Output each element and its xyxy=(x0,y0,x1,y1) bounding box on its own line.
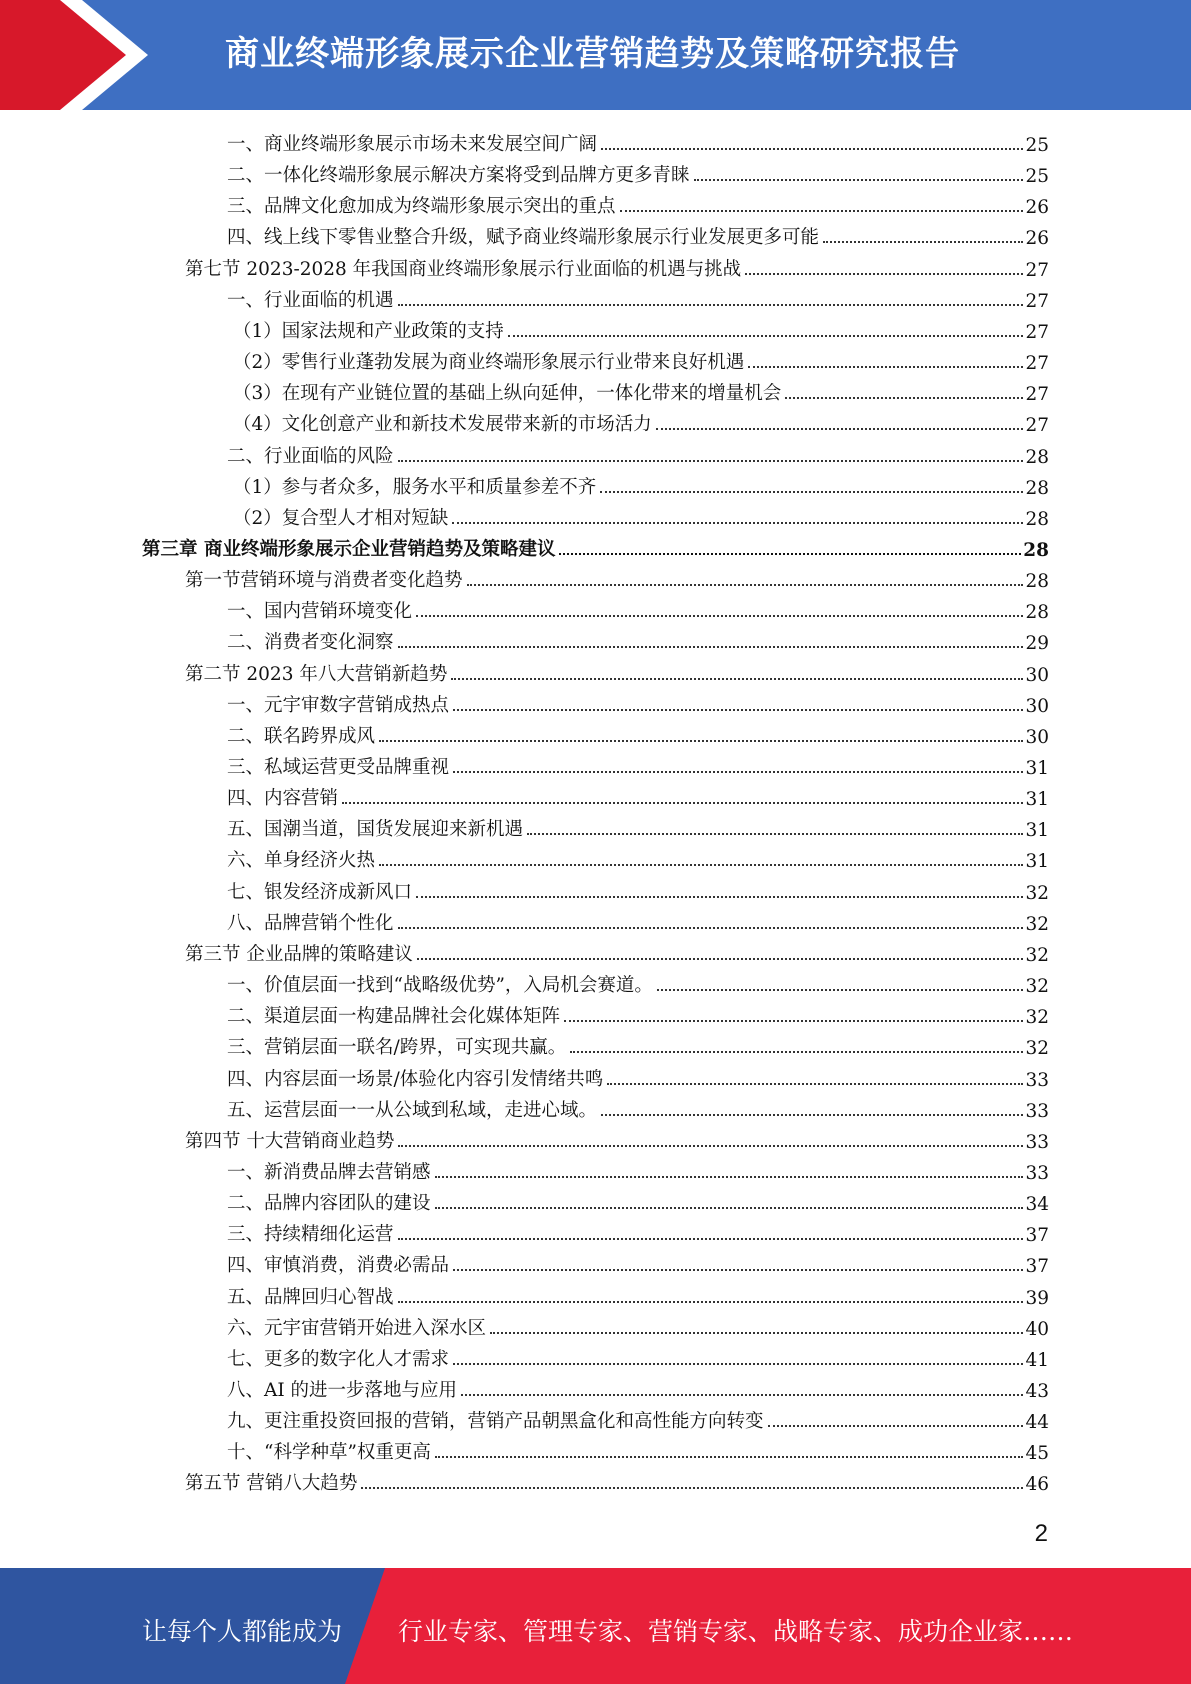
toc-entry[interactable] xyxy=(227,1216,1049,1246)
toc-dot-leader xyxy=(453,1363,1023,1365)
toc-dot-leader xyxy=(398,646,1024,648)
toc-entry-page: 32 xyxy=(1025,913,1049,935)
toc-dot-leader xyxy=(398,1238,1024,1240)
toc-entry-page: 26 xyxy=(1025,228,1049,250)
toc-entry-title: 第四节 十大营销商业趋势 xyxy=(185,1130,395,1152)
toc-entry[interactable] xyxy=(227,438,1049,468)
toc-entry[interactable] xyxy=(227,1185,1049,1215)
toc-dot-leader xyxy=(398,927,1024,929)
toc-entry[interactable] xyxy=(227,1434,1049,1464)
toc-entry-page: 37 xyxy=(1025,1256,1049,1278)
toc-dot-leader xyxy=(452,522,1023,524)
toc-entry-page: 31 xyxy=(1025,820,1049,842)
toc-entry[interactable] xyxy=(233,344,1049,374)
toc-dot-leader xyxy=(570,1051,1023,1053)
toc-entry-page: 27 xyxy=(1025,321,1049,343)
toc-entry[interactable] xyxy=(227,1341,1049,1371)
toc-entry[interactable] xyxy=(227,718,1049,748)
toc-entry-title: 三、品牌文化愈加成为终端形象展示突出的重点 xyxy=(227,196,616,218)
toc-entry[interactable] xyxy=(185,656,1049,686)
toc-entry-title: 五、运营层面一一从公域到私域，走进心域。 xyxy=(227,1099,598,1121)
toc-entry-title: 四、审慎消费，消费必需品 xyxy=(227,1255,450,1277)
toc-entry-page: 28 xyxy=(1025,602,1049,624)
toc-entry[interactable] xyxy=(185,1465,1049,1495)
toc-entry-page: 30 xyxy=(1025,726,1049,748)
toc-dot-leader xyxy=(600,491,1023,493)
toc-dot-leader xyxy=(564,1020,1023,1022)
toc-entry-title: 第二节 2023 年八大营销新趋势 xyxy=(185,663,448,685)
toc-entry[interactable] xyxy=(227,1372,1049,1402)
toc-entry-page: 27 xyxy=(1025,353,1049,375)
toc-entry-page: 39 xyxy=(1025,1287,1049,1309)
toc-entry-title: 一、国内营销环境变化 xyxy=(227,601,413,623)
toc-entry[interactable] xyxy=(185,1123,1049,1153)
toc-entry[interactable] xyxy=(227,157,1049,187)
toc-entry-title: （2）零售行业蓬勃发展为商业终端形象展示行业带来良好机遇 xyxy=(233,352,745,374)
toc-entry[interactable] xyxy=(233,469,1049,499)
toc-entry-title: 三、持续精细化运营 xyxy=(227,1224,394,1246)
toc-dot-leader xyxy=(768,1425,1024,1427)
toc-entry-title: 三、私域运营更受品牌重视 xyxy=(227,757,450,778)
toc-entry[interactable] xyxy=(227,1247,1049,1277)
footer-slogan-right: 行业专家、管理专家、营销专家、战略专家、成功企业家…… xyxy=(398,1617,1074,1646)
toc-entry-title: （1）参与者众多，服务水平和质量参差不齐 xyxy=(233,476,597,498)
toc-entry-title: 七、更多的数字化人才需求 xyxy=(227,1348,450,1370)
toc-entry-page: 28 xyxy=(1025,477,1049,499)
toc-entry-title: （1）国家法规和产业政策的支持 xyxy=(233,320,504,342)
toc-entry-page: 45 xyxy=(1025,1443,1049,1465)
toc-dot-leader xyxy=(453,709,1023,711)
toc-dot-leader xyxy=(527,833,1023,835)
toc-entry-title: 二、行业面临的风险 xyxy=(227,445,394,467)
toc-dot-leader xyxy=(461,1394,1023,1396)
toc-entry-page: 33 xyxy=(1025,1131,1049,1153)
toc-dot-leader xyxy=(398,304,1024,306)
toc-entry-page: 37 xyxy=(1025,1225,1049,1247)
toc-dot-leader xyxy=(342,802,1023,804)
toc-entry-page: 34 xyxy=(1025,1194,1049,1216)
toc-entry[interactable] xyxy=(227,811,1049,841)
toc-dot-leader xyxy=(559,553,1021,555)
toc-entry[interactable] xyxy=(227,188,1049,218)
toc-entry[interactable] xyxy=(185,936,1049,966)
toc-entry[interactable] xyxy=(227,219,1049,249)
toc-entry[interactable] xyxy=(233,406,1049,436)
toc-dot-leader xyxy=(435,1207,1024,1209)
page-number: 2 xyxy=(1034,1520,1048,1547)
toc-entry-title: 一、价值层面一找到“战略级优势”，入局机会赛道。 xyxy=(227,975,653,997)
toc-entry-title: 第七节 2023-2028 年我国商业终端形象展示行业面临的机遇与挑战 xyxy=(185,258,742,280)
toc-dot-leader xyxy=(361,1487,1023,1489)
toc-entry[interactable] xyxy=(227,905,1049,935)
toc-entry-page: 30 xyxy=(1025,664,1049,686)
toc-dot-leader xyxy=(601,148,1023,150)
toc-entry[interactable] xyxy=(227,593,1049,623)
toc-entry[interactable] xyxy=(227,1029,1049,1059)
toc-entry[interactable] xyxy=(185,562,1049,592)
toc-entry-title: 第三章 商业终端形象展示企业营销趋势及策略建议 xyxy=(142,538,556,560)
toc-entry-title: 三、营销层面一联名/跨界，可实现共赢。 xyxy=(227,1037,567,1059)
toc-entry-title: 七、银发经济成新风口 xyxy=(227,881,413,903)
toc-entry-page: 26 xyxy=(1025,197,1049,219)
toc-entry[interactable] xyxy=(227,624,1049,654)
toc-entry[interactable] xyxy=(227,998,1049,1028)
toc-entry[interactable] xyxy=(227,126,1049,156)
toc-entry-page: 32 xyxy=(1025,944,1049,966)
toc-dot-leader xyxy=(601,1114,1023,1116)
toc-entry-title: 二、消费者变化洞察 xyxy=(227,632,394,654)
toc-entry-page: 32 xyxy=(1025,1038,1049,1060)
toc-entry-page: 30 xyxy=(1025,695,1049,717)
toc-entry-page: 40 xyxy=(1025,1318,1049,1340)
toc-entry-title: 六、元宇宙营销开始进入深水区 xyxy=(227,1317,487,1339)
toc-entry-title: 八、品牌营销个性化 xyxy=(227,912,394,934)
toc-entry-title: 六、单身经济火热 xyxy=(227,850,376,872)
toc-entry-title: 八、AI 的进一步落地与应用 xyxy=(227,1380,458,1401)
toc-entry[interactable] xyxy=(227,1403,1049,1433)
toc-dot-leader xyxy=(453,1269,1023,1271)
toc-entry-title: 二、一体化终端形象展示解决方案将受到品牌方更多青睐 xyxy=(227,165,690,187)
toc-entry[interactable] xyxy=(185,251,1049,281)
header-title: 商业终端形象展示企业营销趋势及策略研究报告 xyxy=(225,34,960,74)
toc-dot-leader xyxy=(620,210,1024,212)
toc-dot-leader xyxy=(508,335,1024,337)
toc-entry-title: 第五节 营销八大趋势 xyxy=(185,1473,358,1495)
toc-dot-leader xyxy=(417,958,1024,960)
toc-entry-page: 31 xyxy=(1025,789,1049,811)
toc-entry[interactable] xyxy=(227,967,1049,997)
footer-slogan-left: 让每个人都能成为 xyxy=(142,1617,343,1646)
toc-entry-title: 四、内容层面一场景/体验化内容引发情绪共鸣 xyxy=(227,1068,604,1090)
toc-entry-page: 33 xyxy=(1025,1162,1049,1184)
toc-entry-page: 25 xyxy=(1025,166,1049,188)
toc-entry-title: 二、品牌内容团队的建设 xyxy=(227,1193,431,1215)
toc-entry[interactable] xyxy=(227,1154,1049,1184)
toc-dot-leader xyxy=(607,1083,1023,1085)
toc-entry-title: （3）在现有产业链位置的基础上纵向延伸，一体化带来的增量机会 xyxy=(233,383,782,405)
toc-entry[interactable] xyxy=(233,313,1049,343)
toc-entry-title: 九、更注重投资回报的营销，营销产品朝黑盒化和高性能方向转变 xyxy=(227,1411,764,1433)
toc-dot-leader xyxy=(467,584,1024,586)
toc-entry-title: （2）复合型人才相对短缺 xyxy=(233,507,449,529)
toc-entry[interactable] xyxy=(227,1310,1049,1340)
toc-dot-leader xyxy=(398,460,1024,462)
toc-entry-title: 四、内容营销 xyxy=(227,788,339,810)
toc-entry-page: 27 xyxy=(1025,384,1049,406)
toc-dot-leader xyxy=(694,179,1024,181)
toc-entry-title: 一、元宇审数字营销成热点 xyxy=(227,694,450,716)
toc-entry-page: 25 xyxy=(1025,135,1049,156)
toc-entry-page: 27 xyxy=(1025,290,1049,312)
toc-entry-page: 27 xyxy=(1025,415,1049,437)
toc-dot-leader xyxy=(379,864,1023,866)
toc-dot-leader xyxy=(656,428,1024,430)
toc-dot-leader xyxy=(451,678,1023,680)
toc-entry-page: 28 xyxy=(1025,508,1049,530)
toc-entry-page: 29 xyxy=(1025,633,1049,655)
toc-entry-page: 28 xyxy=(1025,446,1049,468)
toc-entry-page: 32 xyxy=(1025,976,1049,998)
toc-entry-page: 43 xyxy=(1025,1381,1049,1402)
toc-dot-leader xyxy=(435,1456,1024,1458)
toc-entry-page: 32 xyxy=(1025,882,1049,904)
toc-dot-leader xyxy=(785,397,1023,399)
toc-entry-title: 五、国潮当道，国货发展迎来新机遇 xyxy=(227,819,524,841)
toc-entry-page: 32 xyxy=(1025,1007,1049,1029)
toc-entry-title: 二、联名跨界成风 xyxy=(227,725,376,747)
toc-dot-leader xyxy=(745,273,1023,275)
toc-entry-page: 33 xyxy=(1025,1069,1049,1091)
page-header xyxy=(0,0,1191,110)
toc-entry[interactable] xyxy=(227,687,1049,717)
toc-dot-leader xyxy=(398,1301,1024,1303)
toc-entry-title: 一、商业终端形象展示市场未来发展空间广阔 xyxy=(227,134,598,155)
toc-entry-title: 一、行业面临的机遇 xyxy=(227,289,394,311)
toc-dot-leader xyxy=(657,989,1024,991)
toc-entry[interactable] xyxy=(227,1061,1049,1091)
toc-entry-page: 46 xyxy=(1025,1474,1049,1496)
toc-dot-leader xyxy=(490,1332,1023,1334)
toc-entry-title: 第一节营销环境与消费者变化趋势 xyxy=(185,570,463,592)
toc-entry[interactable] xyxy=(227,1092,1049,1122)
toc-dot-leader xyxy=(416,896,1023,898)
toc-entry-page: 44 xyxy=(1025,1412,1049,1434)
toc-entry[interactable] xyxy=(233,500,1049,530)
toc-entry[interactable] xyxy=(227,780,1049,810)
toc-entry-page: 41 xyxy=(1025,1349,1049,1371)
toc-entry-page: 28 xyxy=(1023,539,1049,561)
toc-entry-title: 第三节 企业品牌的策略建议 xyxy=(185,943,413,965)
toc-entry-page: 28 xyxy=(1025,571,1049,593)
toc-entry-page: 31 xyxy=(1025,851,1049,873)
toc-dot-leader xyxy=(435,1176,1024,1178)
toc-entry-title: 十、“科学种草”权重更高 xyxy=(227,1442,431,1464)
toc-chapter-entry[interactable] xyxy=(142,531,1049,561)
toc-entry-page: 31 xyxy=(1025,758,1049,779)
toc-dot-leader xyxy=(823,241,1023,243)
toc-entry-title: 五、品牌回归心智战 xyxy=(227,1286,394,1308)
toc-entry[interactable] xyxy=(227,874,1049,904)
toc-entry[interactable] xyxy=(233,375,1049,405)
toc-dot-leader xyxy=(398,1145,1023,1147)
toc-entry-page: 27 xyxy=(1025,259,1049,281)
toc-dot-leader xyxy=(379,740,1023,742)
toc-entry-title: 一、新消费品牌去营销感 xyxy=(227,1161,431,1183)
toc-dot-leader xyxy=(416,615,1023,617)
page-footer xyxy=(0,1568,1191,1684)
toc-entry-title: 二、渠道层面一构建品牌社会化媒体矩阵 xyxy=(227,1006,561,1028)
toc-entry[interactable] xyxy=(227,749,1049,779)
toc-entry[interactable] xyxy=(227,1279,1049,1309)
toc-entry-page: 33 xyxy=(1025,1100,1049,1122)
toc-entry[interactable] xyxy=(227,842,1049,872)
toc-dot-leader xyxy=(748,366,1023,368)
toc-dot-leader xyxy=(453,771,1023,773)
toc-entry-title: （4）文化创意产业和新技术发展带来新的市场活力 xyxy=(233,414,652,436)
toc-entry[interactable] xyxy=(227,282,1049,312)
toc-entry-title: 四、线上线下零售业整合升级，赋予商业终端形象展示行业发展更多可能 xyxy=(227,227,820,249)
